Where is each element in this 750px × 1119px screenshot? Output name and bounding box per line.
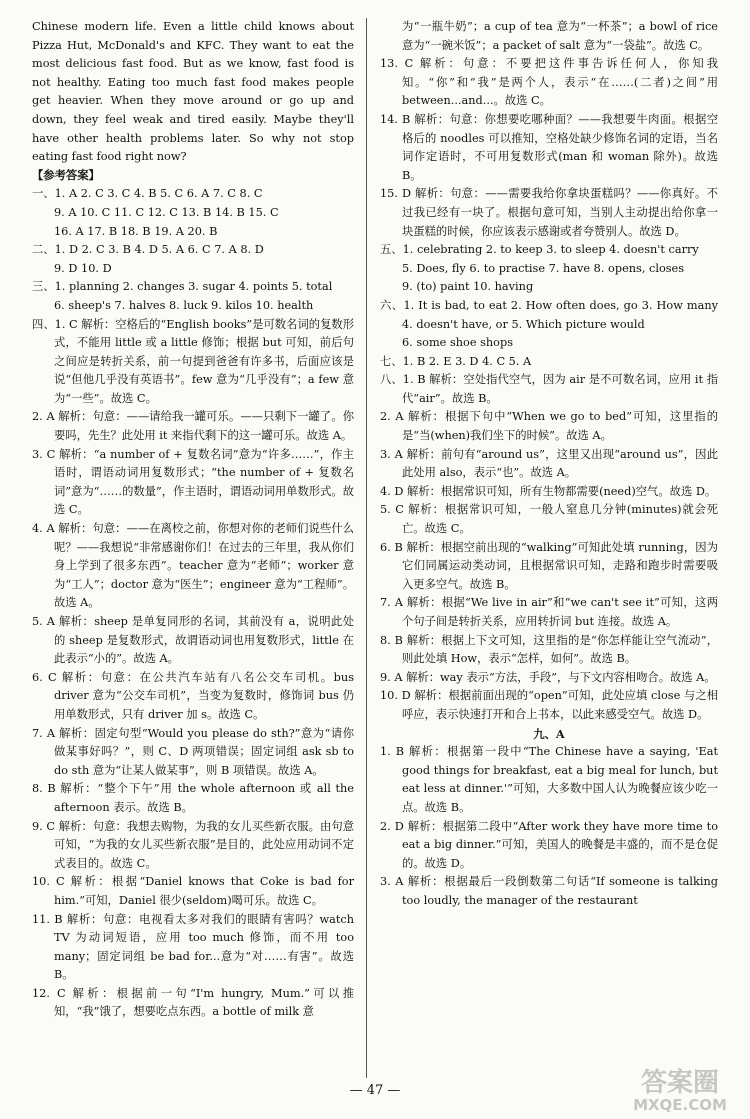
answer-line: 6. C 解析：句意：在公共汽车站有八名公交车司机。bus driver 意为“公交车司机”，当变为复数时，修饰词 bus 仍用单数形式，只有 driver 加 s。故选 C。 — [32, 670, 354, 721]
column-divider — [366, 18, 367, 1078]
answer-line: 2. A 解析：句意：——请给我一罐可乐。——只剩下一罐了。你要吗，先生？此处用 it 来指代剩下的这一罐可乐。故选 A。 — [32, 410, 354, 443]
answer-line: 11. B 解析：句意：电视看太多对我们的眼睛有害吗？watch TV 为动词短语，应用 too much 修饰，而不用 too many；固定词组 be bad for...意为“对……有害”。故选 B。 — [32, 912, 354, 982]
answer-line: 14. B 解析：句意：你想要吃哪种面？——我想要牛肉面。根据空格后的 noodles 可以推知，空格处缺少修饰名词的定语，当名词作定语时，不可用复数形式(man 和 woman 除外)。故选 B。 — [380, 112, 718, 182]
answer-line: 9. D 10. D — [54, 261, 112, 275]
answer-line: 12. C 解析：根据前一句“I'm hungry, Mum.”可以推知，“我”饿了，想要吃点东西。a bottle of milk 意 — [32, 986, 354, 1019]
answer-line: 五、1. celebrating 2. to keep 3. to sleep 4. doesn't carry — [380, 243, 699, 257]
answer-line: 一、1. A 2. C 3. C 4. B 5. C 6. A 7. C 8. C — [32, 187, 263, 201]
answer-line: 5. C 解析：根据常识可知，一般人窒息几分钟(minutes)就会死亡。故选 C。 — [380, 503, 718, 536]
answer-line: Chinese modern life. Even a little child knows about Pizza Hut, McDonald's and KFC. They want to eat the most delicious fast food. But as we know, fast food is not healthy. Eating too much fast food makes people get heavier. When they move around or go up and down, they feel weak and tired easily. Maybe they'll have other health problems later. So why not stop eating fast food right now? — [32, 20, 354, 164]
answer-line: 10. D 解析：根据前面出现的“open”可知，此处应填 close 与之相呼应，表示快速打开和合上书本，以此来感受空气。故选 D。 — [380, 689, 718, 721]
answer-line: 3. A 解析：前句有“around us”，这里又出现“around us”，因此此处用 also，表示“也”。故选 A。 — [380, 447, 718, 480]
answer-line: 9. A 10. C 11. C 12. C 13. B 14. B 15. C — [54, 205, 279, 219]
page-number: — 47 — — [349, 1083, 401, 1098]
answer-line: 7. A 解析：固定句型“Would you please do sth?”意为“请你做某事好吗？”，则 C、D 两项错误；固定词组 ask sb to do sth 意为“让某人做某事”，则 B 项错误。故选 A。 — [32, 726, 354, 777]
watermark-logo — [616, 1061, 744, 1115]
answer-line: 5. A 解析：sheep 是单复同形的名词，其前没有 a，说明此处的 sheep 是复数形式，故谓语动词也用复数形式，little 在此表示“小的”。故选 A。 — [32, 615, 354, 666]
watermark-line2: MXQE.COM — [633, 1096, 727, 1114]
answer-line: 8. B 解析：根据上下文可知，这里指的是“你怎样能让空气流动”，则此处填 How，表示“怎样，如何”。故选 B。 — [380, 633, 718, 666]
answer-line: 4. A 解析：句意：——在离校之前，你想对你的老师们说些什么呢？——我想说“非常感谢你们！在过去的三年里，我从你们身上学到了很多东西”。teacher 意为“老师”；worker 意为“工人”；doctor 意为“医生”；engineer 意为“工程师”。故选 A。 — [32, 522, 354, 610]
answer-line: 3. A 解析：根据最后一段倒数第二句话“If someone is talking too loudly, the manager of the restaurant — [380, 875, 718, 907]
answer-line: 13. C 解析：句意：不要把这件事告诉任何人，你知我知。“你”和“我”是两个人，表示“在……(二者)之间”用 between...and...。故选 C。 — [380, 57, 718, 108]
answer-line: 八、1. B 解析：空处指代空气，因为 air 是不可数名词，应用 it 指代“air”。故选 B。 — [380, 373, 718, 405]
answer-line: 四、1. C 解析：空格后的“English books”是可数名词的复数形式，不能用 little 或 a little 修饰；根据 but 可知，前后句之间应是转折关系，前一句提到爸爸有许多书，后面应该是说“但他几乎没有英语书”。few 意为“几乎没有”；a few 意为“一些”。故选 C。 — [32, 317, 354, 405]
answer-line: 15. D 解析：句意：——需要我给你拿块蛋糕吗？——你真好。不过我已经有一块了。根据句意可知，当别人主动提出给你拿一块蛋糕的时候，你应该表示感谢或者夸赞别人。故选 D。 — [380, 187, 718, 238]
answer-line: 二、1. D 2. C 3. B 4. D 5. A 6. C 7. A 8. D — [32, 243, 264, 257]
answer-line: 9. (to) paint 10. having — [402, 280, 534, 294]
answer-line: 3. C 解析：“a number of + 复数名词”意为“许多……”，作主语时，谓语动词用复数形式；“the number of + 复数名词”意为“……的数量”，作主语时，谓语动词用单数形式。故选 C。 — [32, 447, 354, 517]
right-column — [380, 18, 718, 911]
answer-line: 1. B 解析：根据第一段中“The Chinese have a saying, 'Eat good things for breakfast, eat a big meal for lunch, but eat less at dinner.'”可知，大多数中国人认为晚餐应该少吃一点。故选 B。 — [380, 745, 718, 814]
section-heading: 九、A — [533, 726, 565, 741]
answer-line: 三、1. planning 2. changes 3. sugar 4. points 5. total — [32, 280, 333, 294]
answer-line: 为“一瓶牛奶”；a cup of tea 意为“一杯茶”；a bowl of rice 意为“一碗米饭”；a packet of salt 意为“一袋盐”。故选 C。 — [402, 20, 718, 52]
answer-heading: 【参考答案】 — [32, 168, 100, 182]
answer-line: 2. A 解析：根据下句中“When we go to bed”可知，这里指的是“当(when)我们坐下的时候”。故选 A。 — [380, 410, 718, 443]
answer-line: 6. some shoe shops — [402, 336, 514, 350]
left-column — [32, 18, 354, 1022]
answer-line: 6. B 解析：根据空前出现的“walking”可知此处填 running，因为它们同属运动类动词，且根据常识可知，走路和跑步时需要吸入更多空气。故选 B。 — [380, 540, 718, 591]
answer-line: 9. C 解析：句意：我想去购物，为我的女儿买些新衣服。由句意可知，“为我的女儿买些新衣服”是目的，此处应用动词不定式表目的。故选 C。 — [32, 819, 354, 870]
answer-line: 10. C 解析：根据“Daniel knows that Coke is bad for him.”可知，Daniel 很少(seldom)喝可乐。故选 C。 — [32, 875, 354, 907]
answer-line: 9. A 解析：way 表示“方法，手段”，与下文内容相吻合。故选 A。 — [380, 670, 716, 684]
answer-line: 7. A 解析：根据“We live in air”和“we can't see it”可知，这两个句子间是转折关系，应用转折词 but 连接。故选 A。 — [380, 596, 718, 628]
answer-line: 六、1. It is bad, to eat 2. How often does, go 3. How many 4. doesn't have, or 5. Which picture would — [380, 298, 718, 331]
watermark-line1: 答案圈 — [640, 1068, 720, 1098]
answer-line: 2. D 解析：根据第二段中“After work they have more time to eat a big dinner.”可知，美国人的晚餐是丰盛的，而不是仓促的。故选 D。 — [380, 819, 718, 870]
answer-line: 七、1. B 2. E 3. D 4. C 5. A — [380, 354, 532, 368]
answer-line: 16. A 17. B 18. B 19. A 20. B — [54, 224, 218, 238]
answer-line: 6. sheep's 7. halves 8. luck 9. kilos 10. health — [54, 298, 314, 312]
answer-line: 5. Does, fly 6. to practise 7. have 8. opens, closes — [402, 261, 685, 275]
answer-line: 8. B 解析：“整个下午”用 the whole afternoon 或 all the afternoon 表示。故选 B。 — [32, 782, 354, 814]
answer-line: 4. D 解析：根据常识可知，所有生物都需要(need)空气。故选 D。 — [380, 484, 717, 498]
